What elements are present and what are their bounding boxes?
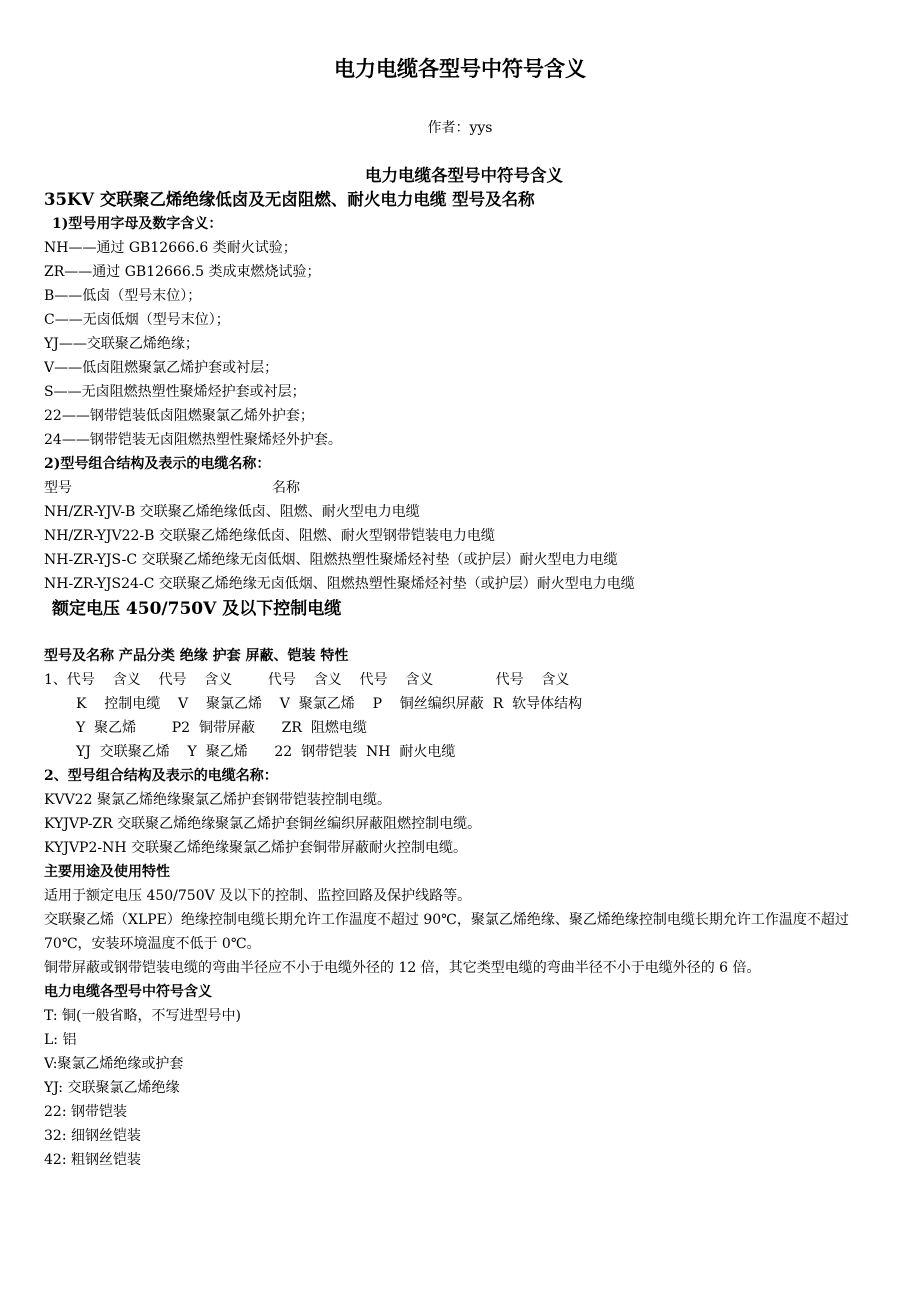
list-item: NH——通过 GB12666.6 类耐火试验；	[44, 240, 297, 256]
sub-heading-control-combinations: 2、型号组合结构及表示的电缆名称：	[44, 768, 278, 784]
usage-paragraph: 交联聚乙烯（XLPE）绝缘控制电缆长期允许工作温度不超过 90℃，聚氯乙烯绝缘、聚乙烯绝缘控制电缆长期允许工作温度不超过 70℃，安装环境温度不低于 0℃。	[44, 912, 849, 952]
usage-paragraph: 适用于额定电压 450/750V 及以下的控制、监控回路及保护线路等。	[44, 888, 472, 904]
author-line: 作者：yys	[427, 120, 493, 136]
document-body	[44, 164, 884, 1172]
code-list	[44, 236, 884, 452]
usage-heading: 主要用途及使用特性	[44, 864, 170, 880]
list-item: L: 铝	[44, 1032, 77, 1048]
list-item: V——低卤阻燃聚氯乙烯护套或衬层；	[44, 360, 279, 376]
list-item: 32: 细钢丝铠装	[44, 1128, 141, 1144]
usage-paragraph: 铜带屏蔽或钢带铠装电缆的弯曲半径应不小于电缆外径的 12 倍，其它类型电缆的弯曲半径不小于电缆外径的 6 倍。	[44, 960, 761, 976]
code-table-row: YJ 交联聚乙烯 Y 聚乙烯 22 钢带铠装 NH 耐火电缆	[76, 744, 456, 760]
list-item: C——无卤低烟（型号末位）；	[44, 312, 230, 328]
list-item: T: 铜(一般省略，不写进型号中)	[44, 1008, 241, 1024]
list-item: S——无卤阻燃热塑性聚烯烃护套或衬层；	[44, 384, 306, 400]
list-item: ZR——通过 GB12666.5 类成束燃烧试验；	[44, 264, 321, 280]
sub-heading-codes: 1)型号用字母及数字含义：	[52, 216, 223, 232]
list-item: KYJVP2-NH 交联聚乙烯绝缘聚氯乙烯护套铜带屏蔽耐火控制电缆。	[44, 840, 468, 856]
list-item: KVV22 聚氯乙烯绝缘聚氯乙烯护套钢带铠装控制电缆。	[44, 792, 391, 808]
section-heading-control-cable: 额定电压 450/750V 及以下控制电缆	[52, 599, 342, 619]
list-item: YJ: 交联聚氯乙烯绝缘	[44, 1080, 180, 1096]
list-item: NH/ZR-YJV-B 交联聚乙烯绝缘低卤、阻燃、耐火型电力电缆	[44, 504, 420, 520]
spacer	[44, 622, 884, 644]
section-heading-35kv: 35KV 交联聚乙烯绝缘低卤及无卤阻燃、耐火电力电缆 型号及名称	[44, 190, 535, 209]
column-name-label: 名称	[272, 480, 300, 496]
list-item: 24——钢带铠装无卤阻燃热塑性聚烯烃外护套。	[44, 432, 342, 448]
column-model-label: 型号	[44, 480, 72, 496]
page-title: 电力电缆各型号中符号含义	[334, 57, 586, 81]
section-subtitle: 电力电缆各型号中符号含义	[365, 166, 563, 185]
list-item: B——低卤（型号末位）；	[44, 288, 202, 304]
list-item: NH/ZR-YJV22-B 交联聚乙烯绝缘低卤、阻燃、耐火型钢带铠装电力电缆	[44, 528, 495, 544]
sub-heading-combinations: 2)型号组合结构及表示的电缆名称：	[44, 456, 271, 472]
list-item: NH-ZR-YJS24-C 交联聚乙烯绝缘无卤低烟、阻燃热塑性聚烯烃衬垫（或护层）耐火型电力电缆	[44, 576, 635, 592]
list-item: KYJVP-ZR 交联聚乙烯绝缘聚氯乙烯护套铜丝编织屏蔽阻燃控制电缆。	[44, 816, 482, 832]
list-item: 22: 钢带铠装	[44, 1104, 127, 1120]
code-table-row: K 控制电缆 V 聚氯乙烯 V 聚氯乙烯 P 铜丝编织屏蔽 R 软导体结构	[76, 696, 583, 712]
code-table-row: Y 聚乙烯 P2 铜带屏蔽 ZR 阻燃电缆	[76, 720, 367, 736]
category-header: 型号及名称 产品分类 绝缘 护套 屏蔽、铠装 特性	[44, 648, 349, 664]
list-item: 22——钢带铠装低卤阻燃聚氯乙烯外护套；	[44, 408, 314, 424]
code-table-header: 1、代号 含义 代号 含义 代号 含义 代号 含义 代号 含义	[44, 672, 570, 688]
section-heading-symbols: 电力电缆各型号中符号含义	[44, 984, 212, 1000]
list-item: YJ——交联聚乙烯绝缘；	[44, 336, 199, 352]
column-header	[44, 476, 884, 500]
list-item: 42: 粗钢丝铠装	[44, 1152, 141, 1168]
list-item: V:聚氯乙烯绝缘或护套	[44, 1056, 184, 1072]
list-item: NH-ZR-YJS-C 交联聚乙烯绝缘无卤低烟、阻燃热塑性聚烯烃衬垫（或护层）耐火型电力电缆	[44, 552, 618, 568]
